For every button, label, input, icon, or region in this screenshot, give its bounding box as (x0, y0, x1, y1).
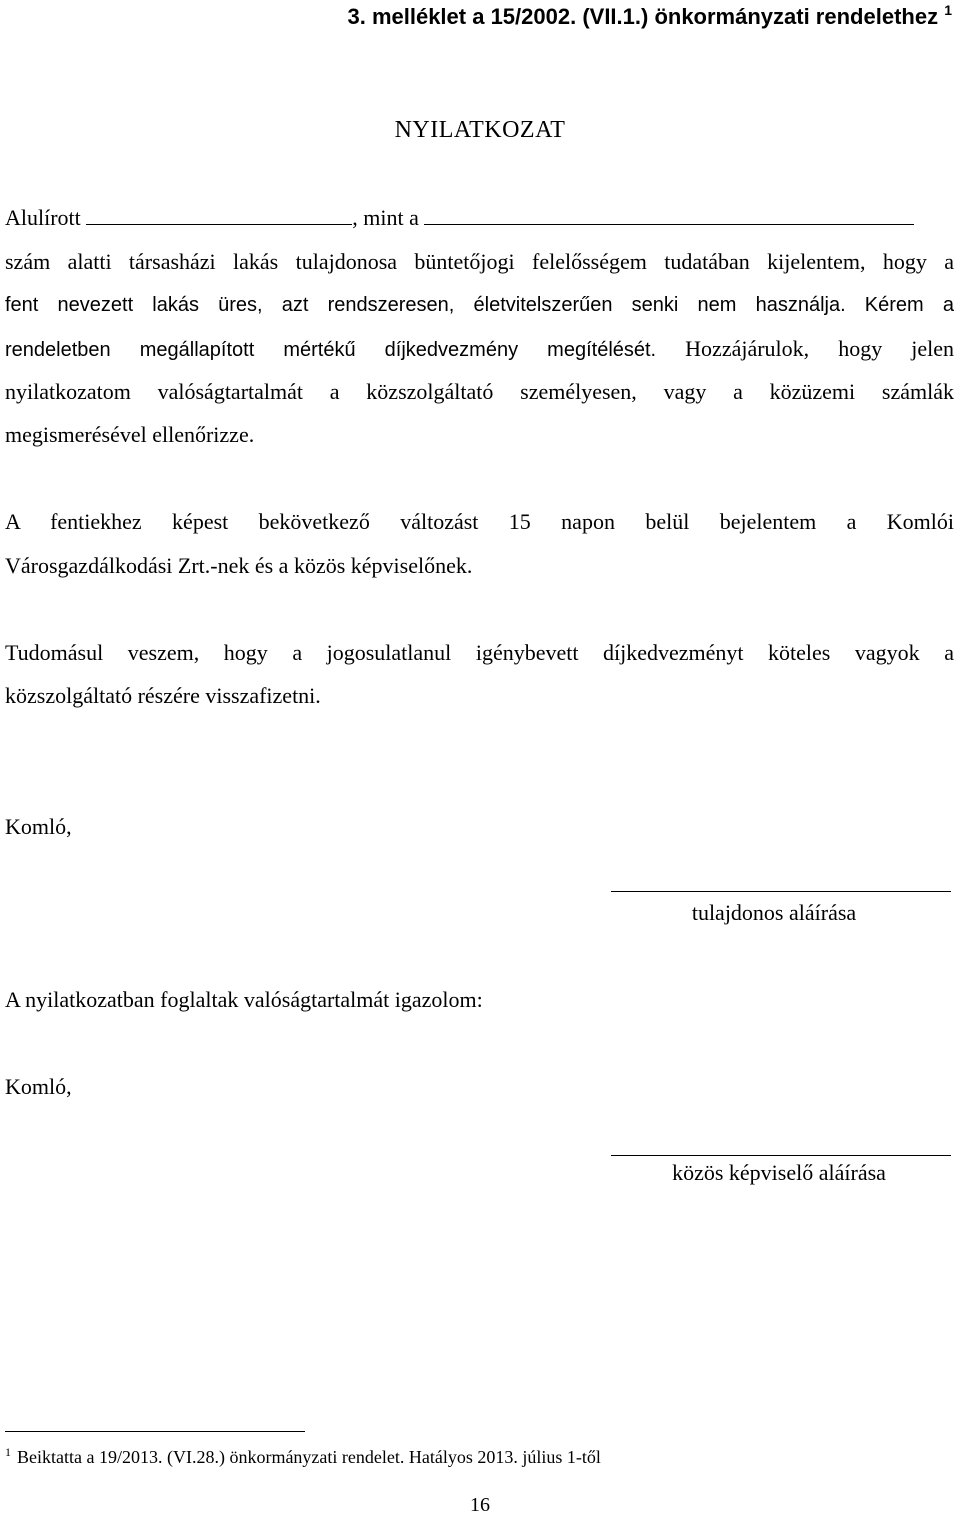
annex-header (347, 2, 952, 34)
page-number: 16 (470, 1494, 490, 1516)
footnote-reference: 1 (944, 2, 952, 18)
body-line-1: szám alatti társasházi lakás tulajdonosa büntetőjogi felelősségem tudatában kijelentem, hogy a (5, 249, 954, 274)
body-line-4: nyilatkozatom valóságtartalmát a közszolgáltató személyesen, vagy a közüzemi számlák (5, 379, 954, 404)
representative-signature-line (611, 1155, 951, 1156)
annex-header-text: 3. melléklet a 15/2002. (VII.1.) önkormányzati rendelethez (347, 4, 939, 29)
footnote-text: Beiktatta a 19/2013. (VI.28.) önkormányzati rendelet. Hatályos 2013. július 1-től (17, 1447, 601, 1467)
place-date-1: Komló, (5, 814, 72, 839)
body-line-3-part-b: Hozzájárulok, hogy jelen (685, 336, 954, 361)
intro-line (5, 203, 914, 233)
intro-mint-a: , mint a (352, 205, 419, 230)
body-line-3-part-a: rendeletben megállapított mértékű díjkedvezmény megítélését. (5, 339, 657, 361)
body-line-2: fent nevezett lakás üres, azt rendszeresen, életvitelszerűen senki nem használja. Kérem a (5, 294, 954, 316)
paragraph-2-line-2: Városgazdálkodási Zrt.-nek és a közös képviselőnek. (5, 553, 473, 578)
document-title: NYILATKOZAT (394, 117, 566, 143)
footnote-rule (5, 1431, 305, 1432)
paragraph-3-line-2: közszolgáltató részére visszafizetni. (5, 683, 321, 708)
representative-signature-label: közös képviselő aláírása (672, 1160, 886, 1185)
paragraph-3-line-1: Tudomásul veszem, hogy a jogosulatlanul igénybevett díjkedvezményt köteles vagyok a (5, 640, 954, 665)
owner-signature-line (611, 891, 951, 892)
footnote (5, 1444, 601, 1472)
body-line-5: megismerésével ellenőrizze. (5, 422, 255, 447)
certification-statement: A nyilatkozatban foglaltak valóságtartalmát igazolom: (5, 987, 483, 1012)
body-line-3 (5, 334, 954, 365)
owner-signature-label: tulajdonos aláírása (691, 900, 857, 925)
address-blank (424, 206, 914, 225)
footnote-marker: 1 (5, 1445, 11, 1459)
intro-alulirott: Alulírott (5, 205, 81, 230)
name-blank (86, 206, 352, 225)
paragraph-2-line-1: A fentiekhez képest bekövetkező változást 15 napon belül bejelentem a Komlói (5, 509, 954, 534)
place-date-2: Komló, (5, 1074, 72, 1099)
